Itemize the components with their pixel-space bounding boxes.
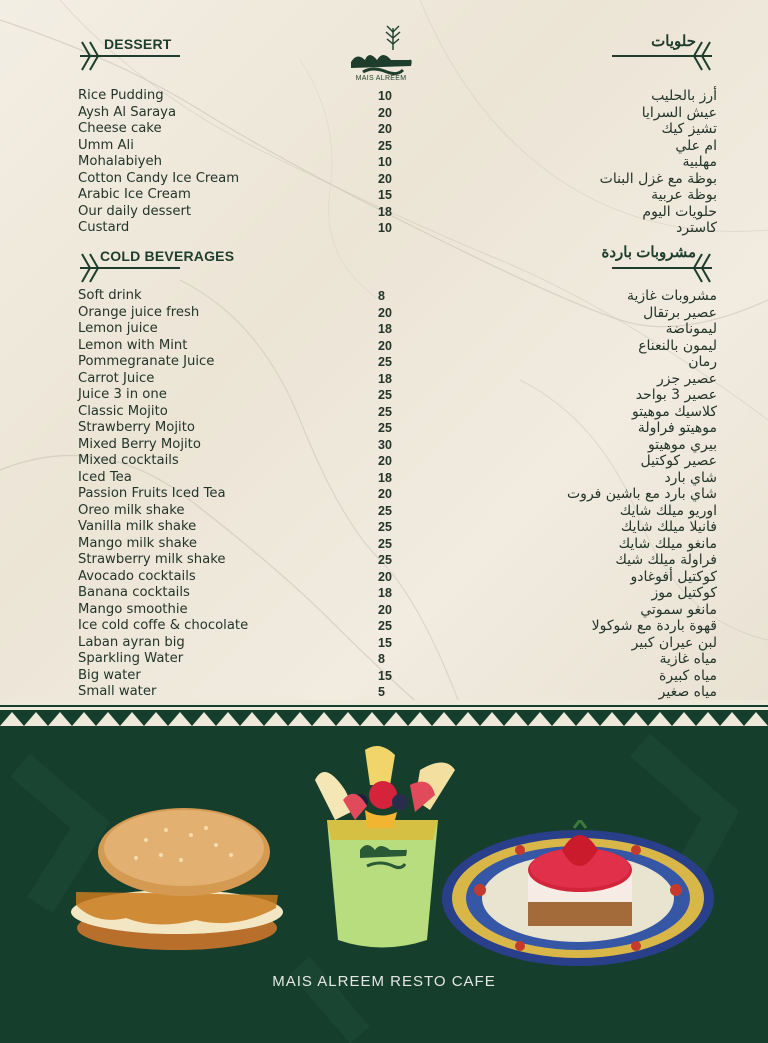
- menu-item-name-ar: بوظة عربية: [651, 187, 717, 203]
- menu-item-price: 30: [378, 437, 392, 452]
- menu-item-price: 5: [378, 685, 385, 699]
- menu-item-name-ar: قهوة باردة مع شوكولا: [591, 618, 717, 634]
- menu-item-name-ar: أرز بالحليب: [651, 88, 717, 104]
- menu-item-name-ar: لبن عيران كبير: [631, 634, 717, 651]
- menu-item-price: 20: [378, 171, 392, 186]
- menu-item-row: [78, 321, 398, 338]
- menu-item-name: Banana cocktails: [78, 585, 190, 600]
- menu-item-row: [78, 171, 398, 188]
- menu-item-price: 10: [378, 221, 392, 235]
- menu-item-price: 18: [378, 470, 392, 485]
- menu-item-row: [78, 437, 398, 454]
- menu-item-row: [78, 105, 398, 122]
- menu-item-name: Our daily dessert: [78, 203, 192, 219]
- menu-item-name-ar: ليمون بالنعناع: [638, 337, 717, 354]
- menu-item-row: [78, 552, 398, 569]
- menu-item-price: 20: [378, 122, 392, 136]
- menu-item-row: [78, 204, 398, 221]
- menu-item-name: Arabic Ice Cream: [78, 187, 191, 202]
- dessert-list-en: [78, 88, 398, 237]
- menu-item-name-ar: عيش السرايا: [641, 104, 717, 121]
- menu-item-name-ar: مشروبات غازية: [626, 288, 717, 304]
- menu-item-name-ar: عصير كوكتيل: [640, 453, 717, 469]
- menu-item-row: [78, 651, 398, 668]
- menu-item-name-ar: شاي بارد: [664, 469, 717, 486]
- menu-item-name: Mixed cocktails: [78, 453, 179, 468]
- menu-item-name-ar: مياه غازية: [659, 651, 717, 667]
- menu-item-name-ar: كوكتيل موز: [651, 585, 717, 601]
- menu-item-name: Rice Pudding: [78, 88, 164, 103]
- menu-item-name-ar: رمان: [688, 354, 717, 370]
- menu-item-name: Laban ayran big: [78, 634, 185, 650]
- menu-item-price: 10: [378, 89, 392, 103]
- menu-item-name-ar: كوكتيل أفوغادو: [630, 568, 717, 585]
- menu-item-name: Umm Ali: [78, 137, 134, 153]
- menu-item-name: Small water: [78, 684, 157, 699]
- menu-item-row: [78, 684, 398, 701]
- menu-item-name-ar: حلويات اليوم: [642, 203, 717, 220]
- menu-item-price: 10: [378, 155, 392, 169]
- menu-item-price: 8: [378, 652, 385, 666]
- dessert-bun-image: [66, 800, 288, 955]
- menu-item-name-ar: تشيز كيك: [661, 121, 717, 137]
- menu-item-row: [78, 154, 398, 171]
- tribal-border: [0, 700, 768, 726]
- beverages-list-en: [78, 288, 398, 701]
- menu-item-price: 25: [378, 520, 392, 534]
- menu-item-name: Classic Mojito: [78, 403, 168, 419]
- menu-item-name: Sparkling Water: [78, 651, 184, 666]
- menu-item-row: [78, 635, 398, 652]
- menu-item-price: 25: [378, 388, 392, 402]
- menu-item-row: [78, 138, 398, 155]
- menu-item-price: 25: [378, 421, 392, 435]
- menu-item-name: Soft drink: [78, 288, 142, 303]
- menu-item-price: 20: [378, 487, 392, 501]
- menu-item-price: 8: [378, 289, 385, 303]
- menu-item-name: Mango smoothie: [78, 601, 188, 617]
- menu-item-name: Lemon juice: [78, 321, 158, 336]
- menu-item-name-ar: كاسترد: [676, 220, 717, 236]
- menu-item-name-ar: بوظة مع غزل البنات: [599, 170, 717, 187]
- menu-item-row: [78, 404, 398, 421]
- menu-item-name-ar: ام علي: [675, 137, 717, 154]
- menu-item-row: [78, 420, 398, 437]
- menu-item-price: 25: [378, 619, 392, 633]
- menu-item-row: [78, 288, 398, 305]
- menu-item-price: 18: [378, 204, 392, 219]
- menu-item-name-ar: مانغو سموتي: [640, 601, 717, 618]
- menu-item-name: Mohalabiyeh: [78, 154, 162, 169]
- menu-item-row: [78, 486, 398, 503]
- dessert-heading-en: DESSERT: [104, 36, 172, 52]
- menu-item-name: Aysh Al Saraya: [78, 104, 177, 120]
- menu-item-price: 18: [378, 322, 392, 336]
- menu-item-name: Juice 3 in one: [78, 387, 167, 402]
- menu-item-row: [78, 618, 398, 635]
- menu-item-name-ar: مهلبية: [682, 154, 717, 170]
- menu-item-name-ar: موهيتو فراولة: [637, 420, 717, 436]
- menu-item-price: 15: [378, 188, 392, 202]
- menu-item-price: 20: [378, 569, 392, 584]
- menu-item-row: [78, 88, 398, 105]
- menu-item-name: Orange juice fresh: [78, 304, 200, 320]
- menu-item-name: Cotton Candy Ice Cream: [78, 170, 240, 186]
- menu-item-name: Strawberry milk shake: [78, 552, 226, 567]
- menu-item-name-ar: اوريو ميلك شايك: [619, 502, 717, 519]
- dessert-heading-ar: حلويات: [651, 33, 696, 50]
- menu-item-row: [78, 220, 398, 237]
- beverages-list-ar: [480, 288, 717, 701]
- menu-item-name: Carrot Juice: [78, 370, 155, 386]
- menu-item-name: Avocado cocktails: [78, 568, 196, 584]
- menu-item-row: [78, 187, 398, 204]
- footer-text: MAIS ALREEM RESTO CAFE: [272, 973, 496, 990]
- menu-item-name-ar: عصير جزر: [656, 370, 717, 387]
- menu-item-price: 20: [378, 454, 392, 468]
- menu-item-row: [78, 519, 398, 536]
- menu-item-name: Pommegranate Juice: [78, 354, 215, 369]
- menu-item-name: Oreo milk shake: [78, 502, 185, 518]
- menu-item-name: Big water: [78, 667, 141, 683]
- menu-item-price: 20: [378, 338, 392, 353]
- cold-beverages-heading-ar: مشروبات باردة: [601, 244, 696, 261]
- menu-item-name: Mango milk shake: [78, 535, 198, 551]
- menu-item-name: Vanilla milk shake: [78, 519, 197, 534]
- menu-item-name-ar: فانيلا ميلك شايك: [620, 519, 717, 535]
- menu-item-name: Passion Fruits Iced Tea: [78, 486, 226, 501]
- menu-item-price: 18: [378, 586, 392, 600]
- menu-item-name-ar: عصير 3 بواحد: [635, 387, 717, 403]
- logo-text: MAIS ALREEM: [355, 75, 407, 82]
- menu-item-name-ar: كلاسيك موهيتو: [631, 403, 717, 420]
- menu-item-row: [78, 668, 398, 685]
- menu-item-price: 20: [378, 602, 392, 617]
- menu-item-price: 25: [378, 553, 392, 567]
- menu-item-price: 25: [378, 138, 392, 153]
- menu-item-price: 25: [378, 404, 392, 419]
- menu-item-price: 20: [378, 305, 392, 320]
- menu-item-row: [78, 536, 398, 553]
- menu-item-row: [78, 371, 398, 388]
- menu-item-row: [78, 470, 398, 487]
- menu-item-name-ar: مياه كبيرة: [659, 667, 717, 684]
- menu-item-row: [78, 121, 398, 138]
- menu-item-price: 18: [378, 371, 392, 386]
- avocado-smoothie-image: [305, 740, 460, 955]
- cheesecake-plate-image: [440, 820, 720, 970]
- menu-item-name-ar: مياه صغير: [658, 684, 717, 700]
- menu-item-row: [78, 338, 398, 355]
- menu-item-row: [78, 305, 398, 322]
- menu-item-name-ar: مانغو ميلك شايك: [618, 535, 717, 552]
- menu-item-row: [78, 453, 398, 470]
- menu-item-name: Iced Tea: [78, 469, 132, 485]
- menu-item-price: 15: [378, 635, 392, 650]
- menu-item-price: 25: [378, 355, 392, 369]
- menu-item-row: [78, 569, 398, 586]
- menu-item-price: 15: [378, 668, 392, 683]
- cold-beverages-heading-en: COLD BEVERAGES: [100, 248, 235, 264]
- menu-item-row: [78, 354, 398, 371]
- menu-item-name: Mixed Berry Mojito: [78, 436, 201, 452]
- menu-item-price: 20: [378, 105, 392, 120]
- dessert-list-ar: [480, 88, 717, 237]
- menu-item-row: [78, 602, 398, 619]
- menu-item-name-ar: بيري موهيتو: [647, 436, 717, 453]
- menu-item-name: Custard: [78, 220, 130, 235]
- menu-item-name: Strawberry Mojito: [78, 420, 195, 435]
- menu-item-name: Cheese cake: [78, 121, 162, 136]
- menu-item-name: Lemon with Mint: [78, 337, 188, 353]
- menu-item-price: 25: [378, 503, 392, 518]
- menu-item-name-ar: عصير برتقال: [643, 304, 717, 321]
- menu-item-name-ar: ليموناضة: [665, 321, 717, 337]
- menu-item-name-ar: شاي بارد مع باشين فروت: [567, 486, 717, 502]
- menu-item-name: Ice cold coffe & chocolate: [78, 618, 249, 633]
- menu-item-row: [78, 503, 398, 520]
- menu-item-price: 25: [378, 536, 392, 551]
- menu-item-name-ar: فراولة ميلك شيك: [615, 552, 717, 568]
- menu-item-row: [78, 387, 398, 404]
- menu-item-row: [78, 585, 398, 602]
